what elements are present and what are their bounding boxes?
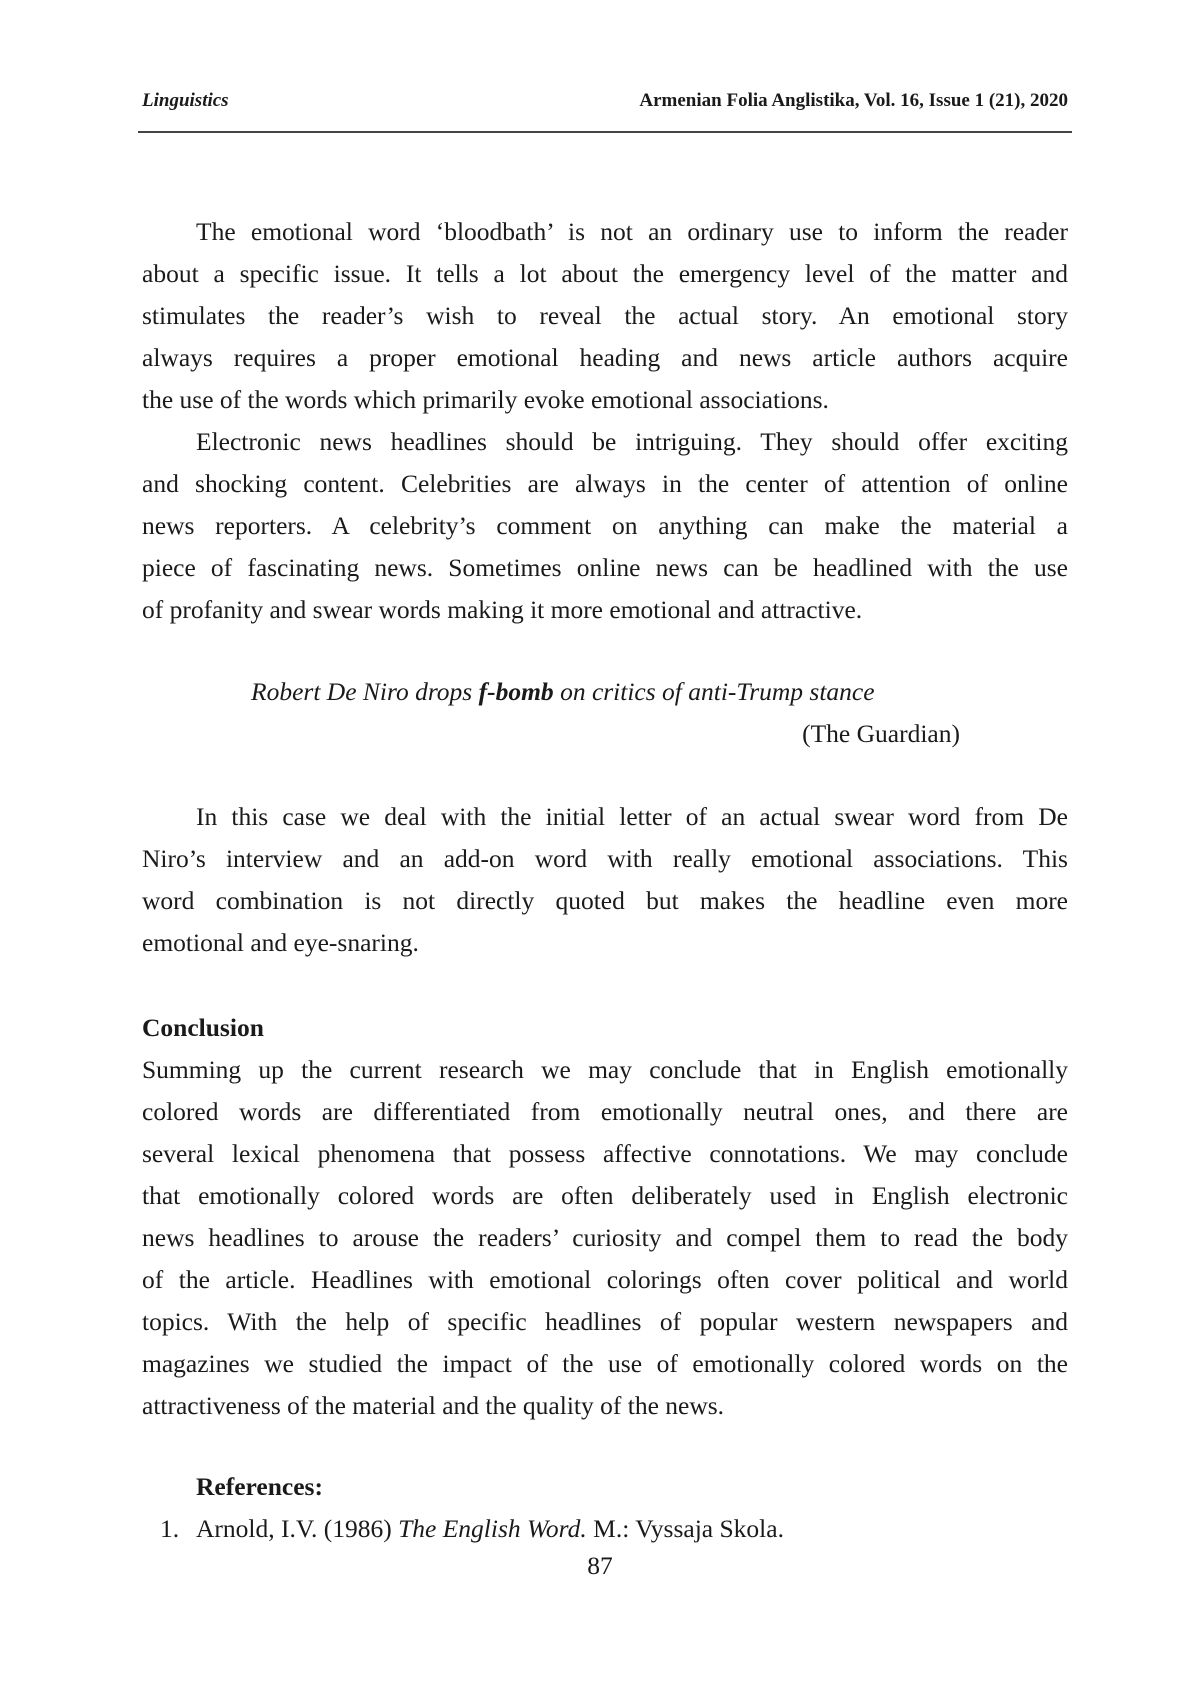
paragraph-line: several lexical phenomena that possess affective connotations. We may conclude: [142, 1133, 1068, 1175]
paragraph-line: Electronic news headlines should be intriguing. They should offer exciting: [142, 421, 1068, 463]
paragraph-line: magazines we studied the impact of the use of emotionally colored words on the: [142, 1343, 1068, 1385]
reference-item: [160, 1508, 784, 1550]
paragraph-line: about a specific issue. It tells a lot about the emergency level of the matter and: [142, 253, 1068, 295]
paragraph-line: always requires a proper emotional heading and news article authors acquire: [142, 337, 1068, 379]
paragraph-line: of profanity and swear words making it more emotional and attractive.: [142, 589, 1068, 631]
quote-text: Robert De Niro drops: [251, 677, 479, 706]
headline-quote: [251, 671, 875, 713]
document-page: [0, 0, 1200, 1694]
page-number: 87: [0, 1545, 1200, 1587]
paragraph-line: the use of the words which primarily evoke emotional associations.: [142, 379, 1068, 421]
quote-source: (The Guardian): [802, 713, 960, 755]
paragraph-line: Niro’s interview and an add-on word with really emotional associations. This: [142, 838, 1068, 880]
paragraph-line: In this case we deal with the initial letter of an actual swear word from De: [142, 796, 1068, 838]
paragraph-line: stimulates the reader’s wish to reveal the actual story. An emotional story: [142, 295, 1068, 337]
paragraph-line: and shocking content. Celebrities are always in the center of attention of online: [142, 463, 1068, 505]
conclusion-section: [142, 1007, 1068, 1427]
paragraph-line: colored words are differentiated from emotionally neutral ones, and there are: [142, 1091, 1068, 1133]
reference-text: Arnold, I.V. (1986): [196, 1514, 398, 1543]
paragraph-line: topics. With the help of specific headlines of popular western newspapers and: [142, 1301, 1068, 1343]
quote-text: on critics of anti-Trump stance: [554, 677, 875, 706]
paragraph-line: word combination is not directly quoted but makes the headline even more: [142, 880, 1068, 922]
reference-text: M.: Vyssaja Skola.: [587, 1514, 784, 1543]
running-header-journal: Armenian Folia Anglistika, Vol. 16, Issue 1 (21), 2020: [639, 90, 1068, 112]
paragraph-line: piece of fascinating news. Sometimes online news can be headlined with the use: [142, 547, 1068, 589]
paragraph-line: news reporters. A celebrity’s comment on anything can make the material a: [142, 505, 1068, 547]
paragraph-line: emotional and eye-snaring.: [142, 922, 1068, 964]
header-rule: [138, 131, 1072, 133]
conclusion-heading: Conclusion: [142, 1007, 1068, 1049]
paragraph-line: attractiveness of the material and the quality of the news.: [142, 1385, 1068, 1427]
body-paragraph-3: [142, 796, 1068, 964]
reference-number: 1.: [160, 1508, 196, 1550]
references-heading: References:: [196, 1466, 323, 1508]
reference-title: The English Word.: [398, 1514, 587, 1543]
paragraph-line: The emotional word ‘bloodbath’ is not an ordinary use to inform the reader: [142, 211, 1068, 253]
quote-emphasis: f-bomb: [479, 677, 554, 706]
running-header-section: Linguistics: [142, 90, 229, 112]
paragraph-line: of the article. Headlines with emotional colorings often cover political and world: [142, 1259, 1068, 1301]
paragraph-line: news headlines to arouse the readers’ curiosity and compel them to read the body: [142, 1217, 1068, 1259]
paragraph-line: Summing up the current research we may conclude that in English emotionally: [142, 1049, 1068, 1091]
body-paragraphs-1-2: [142, 211, 1068, 631]
paragraph-line: that emotionally colored words are often deliberately used in English electronic: [142, 1175, 1068, 1217]
